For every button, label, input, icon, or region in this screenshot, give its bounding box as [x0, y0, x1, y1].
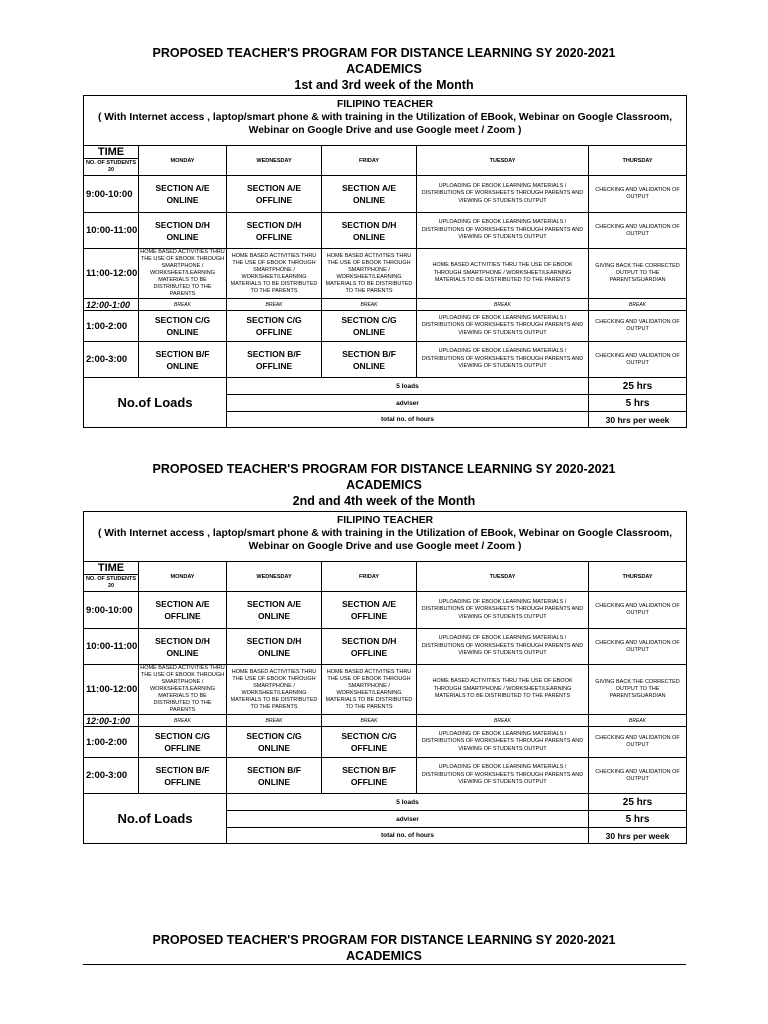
- no-of-loads-label: No.of Loads: [84, 378, 227, 428]
- giving-back-activity: GIVING BACK THE CORRECTED OUTPUT TO THE PARENTS/GUARDIAN: [589, 249, 687, 299]
- thursday-activity: CHECKING AND VALIDATION OF OUTPUT: [589, 342, 687, 378]
- table-row: [84, 299, 687, 311]
- time-slot: 2:00-3:00: [84, 342, 139, 378]
- home-based-activity: HOME BASED ACTIVITIES THRU THE USE OF EBOOK THROUGH SMARTPHONE / WORKSHEET/LEARNING MATERIALS TO BE DISTRIBUTED TO THE PARENTS: [417, 249, 589, 299]
- summary-row: [84, 378, 687, 395]
- time-slot: 9:00-10:00: [84, 592, 139, 629]
- session-cell: SECTION B/F OFFLINE: [139, 758, 227, 794]
- time-slot: 10:00-11:00: [84, 213, 139, 249]
- block-3-title: PROPOSED TEACHER'S PROGRAM FOR DISTANCE LEARNING SY 2020-2021: [152, 933, 616, 947]
- time-slot: 11:00-12:00: [84, 249, 139, 299]
- session-cell: SECTION D/H ONLINE: [322, 213, 417, 249]
- block-1-header: [0, 45, 768, 93]
- session-cell: SECTION D/H ONLINE: [139, 213, 227, 249]
- table-row: [84, 249, 687, 299]
- day-header-thursday: THURSDAY: [589, 146, 687, 176]
- break-cell: BREAK: [227, 299, 322, 311]
- session-cell: SECTION A/E ONLINE: [322, 176, 417, 213]
- home-based-activity: HOME BASED ACTIVITIES THRU THE USE OF EBOOK THROUGH SMARTPHONE / WORKSHEET/LEARNING MATERIALS TO BE DISTRIBUTED TO THE PARENTS: [322, 665, 417, 715]
- home-based-activity: HOME BASED ACTIVITIES THRU THE USE OF EBOOK THROUGH SMARTPHONE / WORKSHEET/LEARNING MATERIALS TO BE DISTRIBUTED TO THE PARENTS: [322, 249, 417, 299]
- thursday-activity: CHECKING AND VALIDATION OF OUTPUT: [589, 311, 687, 342]
- total-hours-value: 30 hrs per week: [589, 828, 687, 844]
- tuesday-activity: UPLOADING OF EBOOK LEARNING MATERIALS / DISTRIBUTIONS OF WORKSHEETS THROUGH PARENTS AND VIEWING OF STUDENTS OUTPUT: [417, 629, 589, 665]
- day-header-monday: MONDAY: [139, 562, 227, 592]
- adviser-label: adviser: [227, 395, 589, 412]
- block-1-subtitle: ACADEMICS: [346, 62, 422, 76]
- teacher-heading: FILIPINO TEACHER ( With Internet access , laptop/smart phone & with training in the Utilization of EBook, Webinar on Google Classroom, Webinar on Google Drive and use Google meet / Zoom ): [84, 96, 687, 146]
- time-header: TIME: [84, 562, 139, 575]
- thursday-activity: CHECKING AND VALIDATION OF OUTPUT: [589, 758, 687, 794]
- session-cell: SECTION C/G ONLINE: [139, 311, 227, 342]
- day-header-monday: MONDAY: [139, 146, 227, 176]
- block-3-subtitle: ACADEMICS: [346, 949, 422, 963]
- break-cell: BREAK: [139, 299, 227, 311]
- day-header-wednesday: WEDNESDAY: [227, 562, 322, 592]
- loads-value: 25 hrs: [589, 794, 687, 811]
- session-cell: SECTION B/F ONLINE: [139, 342, 227, 378]
- break-cell: BREAK: [589, 715, 687, 727]
- break-cell: BREAK: [322, 715, 417, 727]
- session-cell: SECTION B/F ONLINE: [322, 342, 417, 378]
- table-row: [84, 665, 687, 715]
- block-3-header: [0, 932, 768, 964]
- session-cell: SECTION A/E OFFLINE: [227, 176, 322, 213]
- session-cell: SECTION C/G OFFLINE: [139, 727, 227, 758]
- loads-label: 5 loads: [227, 794, 589, 811]
- loads-label: 5 loads: [227, 378, 589, 395]
- table-row: [84, 758, 687, 794]
- table-row: [84, 715, 687, 727]
- table-row: [84, 342, 687, 378]
- time-slot: 11:00-12:00: [84, 665, 139, 715]
- session-cell: SECTION B/F ONLINE: [227, 758, 322, 794]
- session-cell: SECTION A/E ONLINE: [227, 592, 322, 629]
- session-cell: SECTION D/H ONLINE: [139, 629, 227, 665]
- day-header-tuesday: TUESDAY: [417, 562, 589, 592]
- adviser-label: adviser: [227, 811, 589, 828]
- time-slot: 12:00-1:00: [84, 715, 139, 727]
- session-cell: SECTION A/E OFFLINE: [139, 592, 227, 629]
- session-cell: SECTION D/H ONLINE: [227, 629, 322, 665]
- thursday-activity: CHECKING AND VALIDATION OF OUTPUT: [589, 629, 687, 665]
- table-row: [84, 311, 687, 342]
- session-cell: SECTION C/G ONLINE: [322, 311, 417, 342]
- block-2-title: PROPOSED TEACHER'S PROGRAM FOR DISTANCE LEARNING SY 2020-2021: [152, 462, 616, 476]
- session-cell: SECTION D/H OFFLINE: [227, 213, 322, 249]
- home-based-activity: HOME BASED ACTIVITIES THRU THE USE OF EBOOK THROUGH SMARTPHONE / WORKSHEET/LEARNING MATERIALS TO BE DISTRIBUTED TO THE PARENTS: [417, 665, 589, 715]
- adviser-value: 5 hrs: [589, 811, 687, 828]
- table-row: [84, 727, 687, 758]
- break-cell: BREAK: [139, 715, 227, 727]
- time-slot: 9:00-10:00: [84, 176, 139, 213]
- time-header: TIME: [84, 146, 139, 159]
- table-row: [84, 213, 687, 249]
- summary-row: [84, 794, 687, 811]
- session-cell: SECTION B/F OFFLINE: [227, 342, 322, 378]
- day-header-friday: FRIDAY: [322, 562, 417, 592]
- session-cell: SECTION C/G ONLINE: [227, 727, 322, 758]
- tuesday-activity: UPLOADING OF EBOOK LEARNING MATERIALS / DISTRIBUTIONS OF WORKSHEETS THROUGH PARENTS AND VIEWING OF STUDENTS OUTPUT: [417, 342, 589, 378]
- block-1-week: 1st and 3rd week of the Month: [294, 78, 474, 92]
- tuesday-activity: UPLOADING OF EBOOK LEARNING MATERIALS / DISTRIBUTIONS OF WORKSHEETS THROUGH PARENTS AND VIEWING OF STUDENTS OUTPUT: [417, 758, 589, 794]
- students-count-cell: NO. OF STUDENTS 20: [84, 575, 139, 592]
- break-cell: BREAK: [322, 299, 417, 311]
- home-based-activity: HOME BASED ACTIVITIES THRU THE USE OF EBOOK THROUGH SMARTPHONE / WORKSHEET/LEARNING MATERIALS TO BE DISTRIBUTED TO THE PARENTS: [227, 249, 322, 299]
- no-of-loads-label: No.of Loads: [84, 794, 227, 844]
- session-cell: SECTION B/F OFFLINE: [322, 758, 417, 794]
- adviser-value: 5 hrs: [589, 395, 687, 412]
- total-hours-value: 30 hrs per week: [589, 412, 687, 428]
- session-cell: SECTION D/H OFFLINE: [322, 629, 417, 665]
- table-row: [84, 592, 687, 629]
- schedule-table-1: [83, 95, 687, 428]
- table-row: [84, 629, 687, 665]
- thursday-activity: CHECKING AND VALIDATION OF OUTPUT: [589, 592, 687, 629]
- day-header-friday: FRIDAY: [322, 146, 417, 176]
- giving-back-activity: GIVING BACK THE CORRECTED OUTPUT TO THE PARENTS/GUARDIAN: [589, 665, 687, 715]
- tuesday-activity: UPLOADING OF EBOOK LEARNING MATERIALS / DISTRIBUTIONS OF WORKSHEETS THROUGH PARENTS AND VIEWING OF STUDENTS OUTPUT: [417, 213, 589, 249]
- tuesday-activity: UPLOADING OF EBOOK LEARNING MATERIALS / DISTRIBUTIONS OF WORKSHEETS THROUGH PARENTS AND VIEWING OF STUDENTS OUTPUT: [417, 311, 589, 342]
- block-2-header: [0, 461, 768, 509]
- home-based-activity: HOME BASED ACTIVITIES THRU THE USE OF EBOOK THROUGH SMARTPHONE / WORKSHEET/LEARNING MATERIALS TO BE DISTRIBUTED TO THE PARENTS: [227, 665, 322, 715]
- schedule-table-2: [83, 511, 687, 844]
- session-cell: SECTION A/E OFFLINE: [322, 592, 417, 629]
- total-hours-label: total no. of hours: [227, 828, 589, 844]
- day-header-tuesday: TUESDAY: [417, 146, 589, 176]
- time-slot: 2:00-3:00: [84, 758, 139, 794]
- loads-value: 25 hrs: [589, 378, 687, 395]
- thursday-activity: CHECKING AND VALIDATION OF OUTPUT: [589, 213, 687, 249]
- day-header-wednesday: WEDNESDAY: [227, 146, 322, 176]
- tuesday-activity: UPLOADING OF EBOOK LEARNING MATERIALS / DISTRIBUTIONS OF WORKSHEETS THROUGH PARENTS AND VIEWING OF STUDENTS OUTPUT: [417, 176, 589, 213]
- break-cell: BREAK: [417, 715, 589, 727]
- break-cell: BREAK: [589, 299, 687, 311]
- break-cell: BREAK: [417, 299, 589, 311]
- home-based-activity: HOME BASED ACTIVITIES THRU THE USE OF EBOOK THROUGH SMARTPHONE / WORKSHEET/LEARNING MATERIALS TO BE DISTRIBUTED TO THE PARENTS: [140, 665, 225, 713]
- session-cell: SECTION C/G OFFLINE: [227, 311, 322, 342]
- session-cell: SECTION A/E ONLINE: [139, 176, 227, 213]
- tuesday-activity: UPLOADING OF EBOOK LEARNING MATERIALS / DISTRIBUTIONS OF WORKSHEETS THROUGH PARENTS AND VIEWING OF STUDENTS OUTPUT: [417, 592, 589, 629]
- table-row: [84, 176, 687, 213]
- time-slot: 12:00-1:00: [84, 299, 139, 311]
- session-cell: SECTION C/G OFFLINE: [322, 727, 417, 758]
- block-2-week: 2nd and 4th week of the Month: [292, 494, 476, 508]
- day-header-thursday: THURSDAY: [589, 562, 687, 592]
- tuesday-activity: UPLOADING OF EBOOK LEARNING MATERIALS / DISTRIBUTIONS OF WORKSHEETS THROUGH PARENTS AND VIEWING OF STUDENTS OUTPUT: [417, 727, 589, 758]
- students-count-cell: NO. OF STUDENTS 20: [84, 159, 139, 176]
- total-hours-label: total no. of hours: [227, 412, 589, 428]
- thursday-activity: CHECKING AND VALIDATION OF OUTPUT: [589, 727, 687, 758]
- thursday-activity: CHECKING AND VALIDATION OF OUTPUT: [589, 176, 687, 213]
- block-2-subtitle: ACADEMICS: [346, 478, 422, 492]
- time-slot: 10:00-11:00: [84, 629, 139, 665]
- break-cell: BREAK: [227, 715, 322, 727]
- time-slot: 1:00-2:00: [84, 727, 139, 758]
- teacher-heading: FILIPINO TEACHER ( With Internet access , laptop/smart phone & with training in the Utilization of EBook, Webinar on Google Classroom, Webinar on Google Drive and use Google meet / Zoom ): [84, 512, 687, 562]
- block-1-title: PROPOSED TEACHER'S PROGRAM FOR DISTANCE LEARNING SY 2020-2021: [152, 46, 616, 60]
- home-based-activity: HOME BASED ACTIVITIES THRU THE USE OF EBOOK THROUGH SMARTPHONE / WORKSHEET/LEARNING MATERIALS TO BE DISTRIBUTED TO THE PARENTS: [140, 249, 225, 297]
- time-slot: 1:00-2:00: [84, 311, 139, 342]
- table-top-border: [83, 964, 686, 965]
